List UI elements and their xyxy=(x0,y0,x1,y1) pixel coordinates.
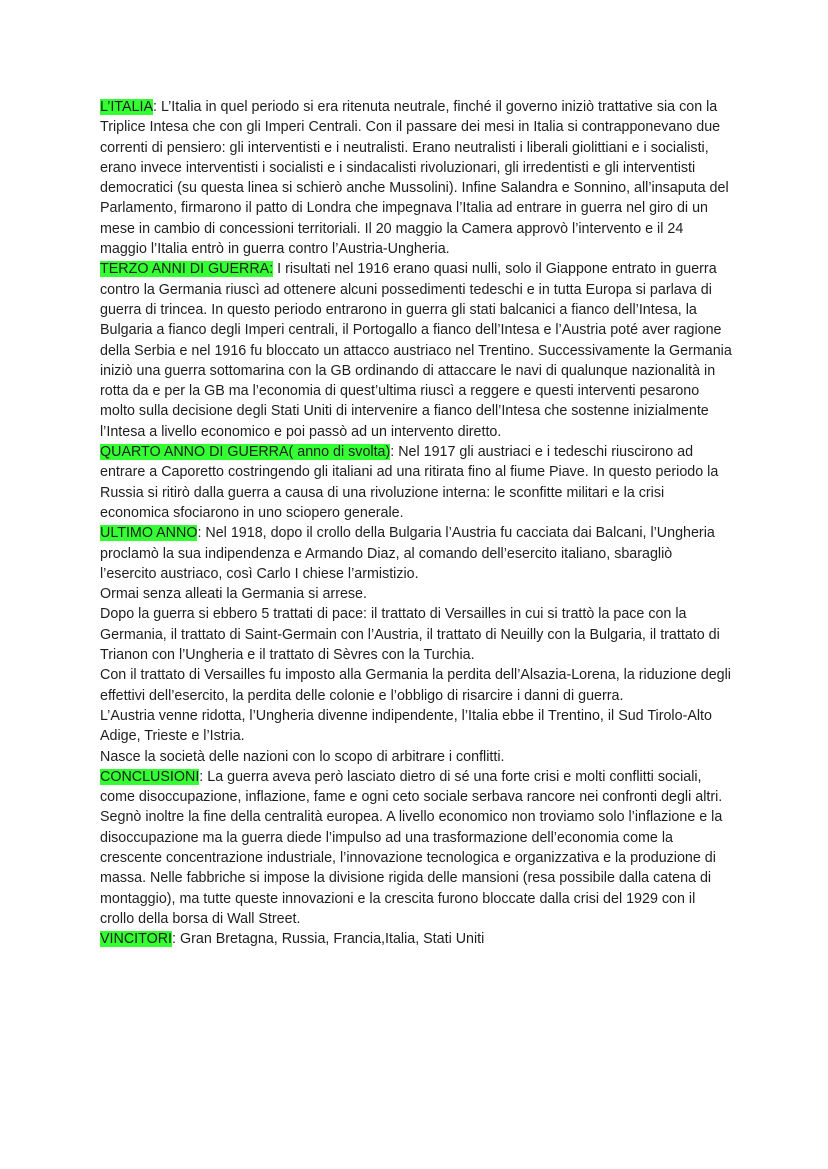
section-conclusioni xyxy=(100,767,732,929)
section-quarto-anno xyxy=(100,442,732,523)
section-heading-suffix: : xyxy=(172,931,177,948)
document-body xyxy=(100,97,732,949)
section-terzo-anno xyxy=(100,259,732,442)
section-text: Nel 1918, dopo il crollo della Bulgaria l’Austria fu cacciata dai Balcani, l’Ungheria proclamò la sua indipendenza e Armando Diaz, al comando dell’esercito italiano, sbaragliò l’esercito austriaco, così Carlo I chiese l’armistizio. xyxy=(100,525,715,582)
section-heading-highlight: ULTIMO ANNO xyxy=(100,525,198,542)
section-heading-suffix: : xyxy=(197,525,202,542)
paragraph-resa-germania: Ormai senza alleati la Germania si arrese. xyxy=(100,586,367,603)
section-vincitori xyxy=(100,929,732,949)
section-heading-highlight: QUARTO ANNO DI GUERRA( anno di svolta) xyxy=(100,444,391,461)
section-ultimo-anno xyxy=(100,523,732,584)
section-heading-highlight: L’ITALIA xyxy=(100,99,153,115)
section-heading-highlight: CONCLUSIONI xyxy=(100,768,200,785)
section-italia xyxy=(100,97,732,259)
paragraph-confini: L’Austria venne ridotta, l’Ungheria divenne indipendente, l’Italia ebbe il Trentino, il Sud Tirolo-Alto Adige, Trieste e l’Istria. xyxy=(100,707,712,745)
section-heading-highlight: VINCITORI xyxy=(100,931,173,948)
section-heading-suffix: : xyxy=(152,99,157,115)
paragraph-trattati-pace: Dopo la guerra si ebbero 5 trattati di pace: il trattato di Versailles in cui si trattò la pace con la Germania, il trattato di Saint-Germain con l’Austria, il trattato di Neuilly con la Bulgaria, il trattato di Trianon con l’Ungheria e il trattato di Sèvres con la Turchia. xyxy=(100,606,720,664)
section-text: L’Italia in quel periodo si era ritenuta neutrale, finché il governo iniziò trattative sia con la Triplice Intesa che con gli Imperi Centrali. Con il passare dei mesi in Italia si contrapponevano due correnti di pensiero: gli interventisti e i neutralisti. Erano neutralisti i liberali giolittiani e i socialisti, erano invece interventisti i socialisti e i sindacalisti rivoluzionari, gli irredentisti e gli interventisti democratici (su questa linea si schierò anche Mussolini). Infine Salandra e Sonnino, all’insaputa del Parlamento, firmarono il patto di Londra che impegnava l’Italia ad entrare in guerra nel giro di un mese in cambio di concessioni territoriali. Il 20 maggio la Camera approvò l’intervento e il 24 maggio l’Italia entrò in guerra contro l’Austria-Ungheria. xyxy=(100,99,729,258)
section-heading-suffix: : xyxy=(199,768,204,785)
section-text: La guerra aveva però lasciato dietro di sé una forte crisi e molti conflitti sociali, come disoccupazione, inflazione, fame e ogni ceto sociale serbava rancore nei confronti degli altri. Segnò inoltre la fine della centralità europea. A livello economico non troviamo solo l’inflazione e la disoccupazione ma la guerra diede l’impulso ad una trasformazione dell’economia come la crescente concentrazione industriale, l’innovazione tecnologica e organizzativa e la produzione di massa. Nelle fabbriche si impose la divisione rigida delle mansioni (resa possibile dalla catena di montaggio), ma tutte queste innovazioni e la crescita furono bloccate dalla crisi del 1929 con il crollo della borsa di Wall Street. xyxy=(100,768,723,927)
section-text: Gran Bretagna, Russia, Francia,Italia, Stati Uniti xyxy=(176,931,485,948)
section-text: I risultati nel 1916 erano quasi nulli, solo il Giappone entrato in guerra contro la Germania riuscì ad ottenere alcuni possedimenti tedeschi e in tutta Europa si parlava di guerra di trincea. In questo periodo entrarono in guerra gli stati balcanici a fianco dell’Intesa, la Bulgaria a fianco degli Imperi centrali, il Portogallo a fianco dell’Intesa e l’Austria poté aver ragione della Serbia e nel 1916 fu bloccato un attacco austriaco nel Trentino. Successivamente la Germania iniziò una guerra sottomarina con la GB ordinando di attaccare le navi di qualunque nazionalità in rotta da e per la GB ma l’economia di quest’ultima riuscì a reggere e questi interventi pesarono molto sulla decisione degli Stati Uniti di intervenire a fianco dell’Intesa che sostenne inizialmente l’Intesa a livello economico e poi passò ad un intervento diretto. xyxy=(100,261,732,440)
section-text: Nel 1917 gli austriaci e i tedeschi riuscirono ad entrare a Caporetto costringendo gli italiani ad una ritirata fino al fiume Piave. In questo periodo la Russia si ritirò dalla guerra a causa di una rivoluzione interna: le sconfitte militari e la crisi economica sfociarono in uno sciopero generale. xyxy=(100,444,719,521)
section-heading-highlight: TERZO ANNI DI GUERRA: xyxy=(100,261,274,278)
paragraph-societa-nazioni: Nasce la società delle nazioni con lo scopo di arbitrare i conflitti. xyxy=(100,748,505,765)
section-heading-suffix: : xyxy=(390,444,395,461)
paragraph-versailles: Con il trattato di Versailles fu imposto alla Germania la perdita dell’Alsazia-Lorena, la riduzione degli effettivi dell’esercito, la perdita delle colonie e l’obbligo di risarcire i danni di guerra. xyxy=(100,667,731,704)
